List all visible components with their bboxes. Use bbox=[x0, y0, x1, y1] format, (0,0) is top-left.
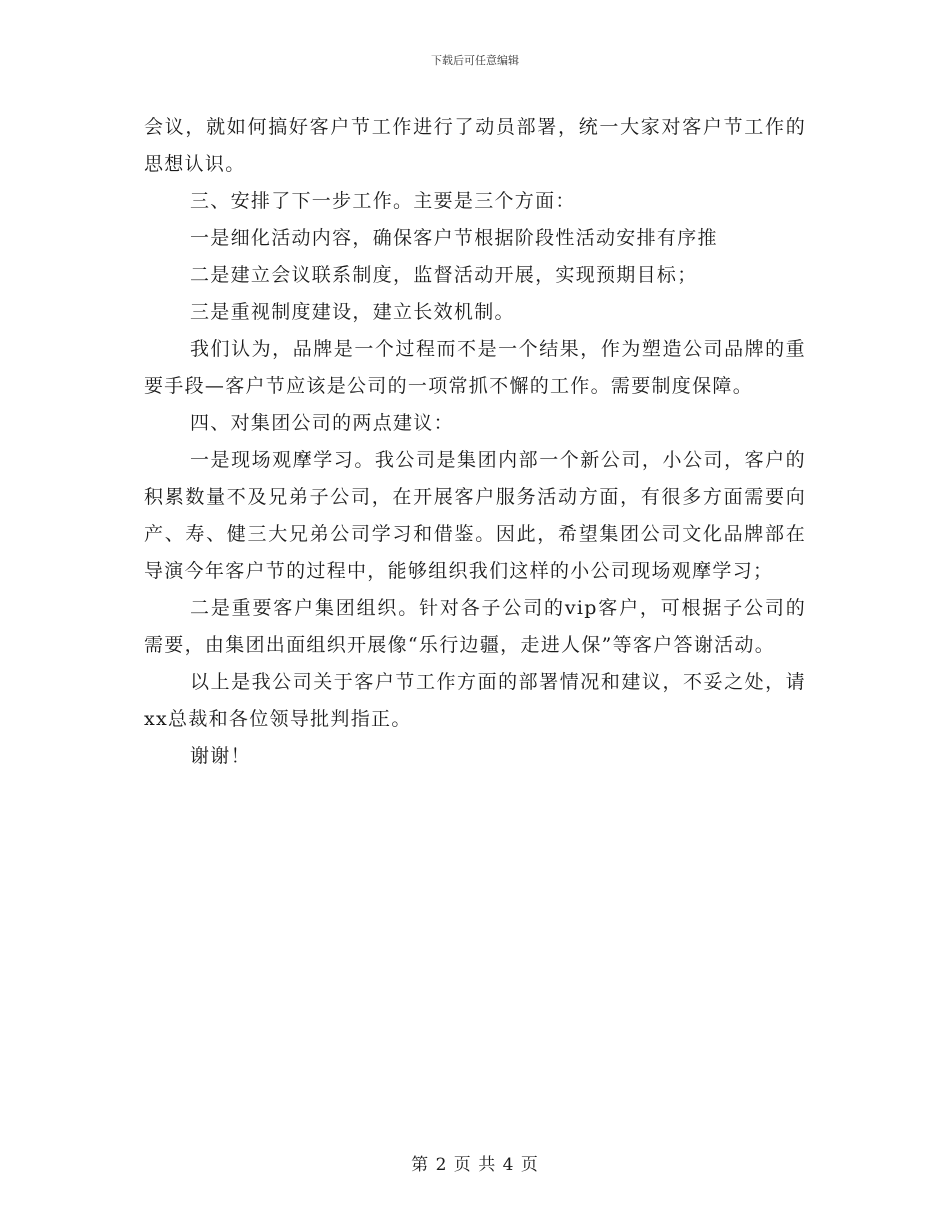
header-note: 下载后可任意编辑 bbox=[431, 54, 519, 67]
paragraph-suggestion-key-clients: 二是重要客户集团组织。针对各子公司的vip客户，可根据子公司的需要，由集团出面组织开展像“乐行边疆，走进人保”等客户答谢活动。 bbox=[144, 597, 806, 656]
paragraph-conclusion: 以上是我公司关于客户节工作方面的部署情况和建议，不妥之处，请xx总裁和各位领导批判指正。 bbox=[144, 671, 806, 730]
page-number: 第 2 页 共 4 页 bbox=[411, 1155, 539, 1175]
paragraph-section-three-heading: 三、安排了下一步工作。主要是三个方面： bbox=[190, 190, 576, 212]
paragraph-item-refine-activities: 一是细化活动内容，确保客户节根据阶段性活动安排有序推 bbox=[190, 227, 718, 249]
paragraph-thanks: 谢谢！ bbox=[190, 745, 251, 767]
paragraph-item-meeting-system: 二是建立会议联系制度，监督活动开展，实现预期目标； bbox=[190, 264, 698, 286]
paragraph-section-four-heading: 四、对集团公司的两点建议： bbox=[190, 412, 454, 434]
document-body bbox=[144, 109, 806, 775]
paragraph-continuation: 会议，就如何搞好客户节工作进行了动员部署，统一大家对客户节工作的思想认识。 bbox=[144, 116, 806, 175]
paragraph-item-system-building: 三是重视制度建设，建立长效机制。 bbox=[190, 301, 515, 323]
paragraph-brand-view: 我们认为，品牌是一个过程而不是一个结果，作为塑造公司品牌的重要手段—客户节应该是公司的一项常抓不懈的工作。需要制度保障。 bbox=[144, 338, 806, 397]
paragraph-suggestion-observation: 一是现场观摩学习。我公司是集团内部一个新公司，小公司，客户的积累数量不及兄弟子公司，在开展客户服务活动方面，有很多方面需要向产、寿、健三大兄弟公司学习和借鉴。因此，希望集团公司文化品牌部在导演今年客户节的过程中，能够组织我们这样的小公司现场观摩学习； bbox=[144, 449, 806, 582]
